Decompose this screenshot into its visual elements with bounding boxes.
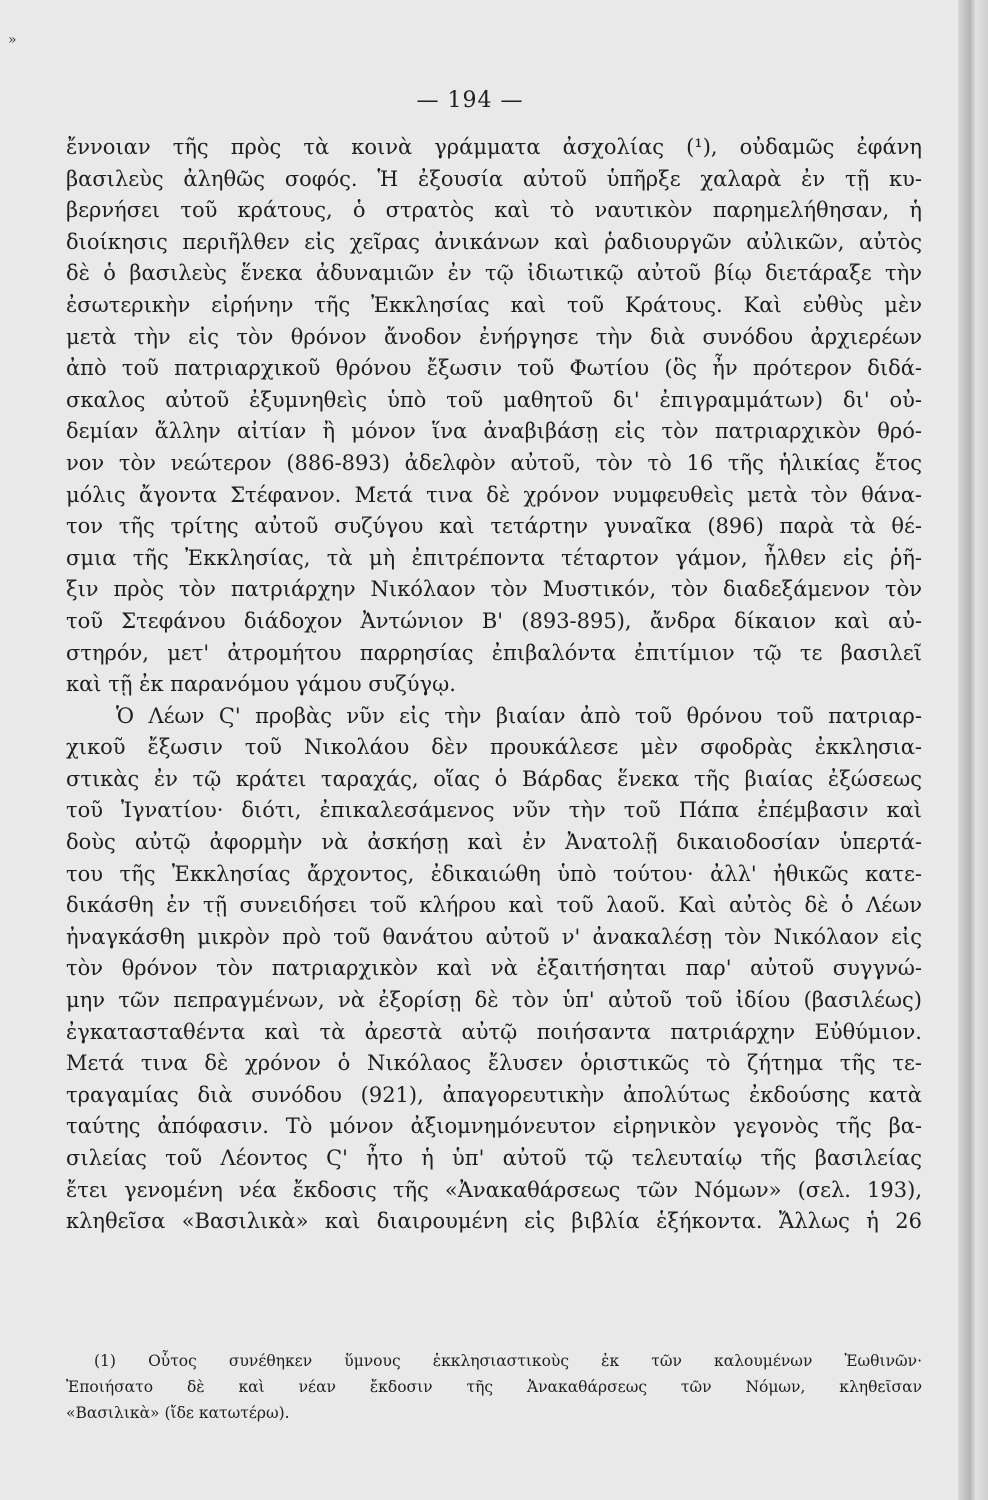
text-line: Μετά τινα δὲ χρόνον ὁ Νικόλαος ἔλυσεν ὁριστικῶς τὸ ζήτημα τῆς τε- [66, 1051, 922, 1076]
text-line: μόλις ἄγοντα Στέφανον. Μετά τινα δὲ χρόνον νυμφευθεὶς μετὰ τὸν θάνα- [66, 482, 922, 507]
footnote-line: Ἐποιήσατο δὲ καὶ νέαν ἔκδοσιν τῆς Ἀνακαθάρσεως τῶν Νόμων, κληθεῖσαν [66, 1378, 922, 1396]
text-line: τραγαμίας διὰ συνόδου (921), ἀπαγορευτικὴν ἀπολύτως ἐκδούσης κατὰ [66, 1082, 922, 1107]
text-line: ἠναγκάσθη μικρὸν πρὸ τοῦ θανάτου αὐτοῦ ν' ἀνακαλέσῃ τὸν Νικόλαον εἰς [66, 924, 922, 949]
text-line: μην τῶν πεπραγμένων, νὰ ἐξορίσῃ δὲ τὸν ὑπ' αὐτοῦ τοῦ ἰδίου (βασιλέως) [66, 988, 922, 1013]
text-line: νον τὸν νεώτερον (886-893) ἀδελφὸν αὐτοῦ, τὸν τὸ 16 τῆς ἡλικίας ἔτος [66, 450, 922, 475]
text-line: ἔννοιαν τῆς πρὸς τὰ κοινὰ γράμματα ἀσχολίας (¹), οὐδαμῶς ἐφάνη [66, 135, 922, 159]
text-line: ἔτει γενομένη νέα ἔκδοσις τῆς «Ἀνακαθάρσεως τῶν Νόμων» (σελ. 193), [66, 1177, 922, 1202]
text-line: βερνήσει τοῦ κράτους, ὁ στρατὸς καὶ τὸ ναυτικὸν παρημελήθησαν, ἡ [66, 198, 922, 223]
text-line: σκαλος αὐτοῦ ἐξυμνηθεὶς ὑπὸ τοῦ μαθητοῦ δι' ἐπιγραμμάτων) δι' οὐ- [66, 387, 922, 412]
edge-mark: » [8, 32, 17, 48]
paragraph-end-line: καὶ τῇ ἐκ παρανόμου γάμου συζύγῳ. [66, 672, 456, 697]
text-line: τὸν θρόνον τὸν πατριαρχικὸν καὶ νὰ ἐξαιτήσηται παρ' αὐτοῦ συγγνώ- [66, 956, 922, 981]
text-line: δικάσθη ἐν τῇ συνειδήσει τοῦ κλήρου καὶ τοῦ λαοῦ. Καὶ αὐτὸς δὲ ὁ Λέων [66, 893, 922, 918]
footnotes [66, 1348, 922, 1426]
text-line: ταύτης ἀπόφασιν. Τὸ μόνον ἀξιομνημόνευτον εἰρηνικὸν γεγονὸς τῆς βα- [66, 1114, 922, 1139]
text-line: διοίκησις περιῆλθεν εἰς χεῖρας ἀνικάνων καὶ ῥαδιουργῶν αὐλικῶν, αὐτὸς [66, 229, 922, 254]
text-line: βασιλεὺς ἀληθῶς σοφός. Ἡ ἐξουσία αὐτοῦ ὑπῆρξε χαλαρὰ ἐν τῇ κυ- [66, 166, 922, 191]
text-line: κληθεῖσα «Βασιλικὰ» καὶ διαιρουμένη εἰς βιβλία ἑξήκοντα. Ἄλλως ἡ 26 [66, 1209, 922, 1234]
text-line: ἐσωτερικὴν εἰρήνην τῆς Ἐκκλησίας καὶ τοῦ Κράτους. Καὶ εὐθὺς μὲν [66, 292, 922, 317]
text-line: σιλείας τοῦ Λέοντος Ϛ' ἦτο ἡ ὑπ' αὐτοῦ τῷ τελευταίῳ τῆς βασιλείας [66, 1146, 922, 1170]
text-line: τον τῆς τρίτης αὐτοῦ συζύγου καὶ τετάρτην γυναῖκα (896) παρὰ τὰ θέ- [66, 514, 922, 539]
text-line: δοὺς αὐτῷ ἀφορμὴν νὰ ἀσκήσῃ καὶ ἐν Ἀνατολῇ δικαιοδοσίαν ὑπερτά- [66, 830, 922, 855]
text-line: σμια τῆς Ἐκκλησίας, τὰ μὴ ἐπιτρέποντα τέταρτον γάμον, ἦλθεν εἰς ῥῆ- [66, 545, 922, 570]
text-line: ξιν πρὸς τὸν πατριάρχην Νικόλαον τὸν Μυστικόν, τὸν διαδεξάμενον τὸν [66, 577, 922, 602]
text-line: του τῆς Ἐκκλησίας ἄρχοντος, ἐδικαιώθη ὑπὸ τούτου· ἀλλ' ἠθικῶς κατε- [66, 861, 922, 886]
text-line: τοῦ Στεφάνου διάδοχον Ἀντώνιον Β' (893-895), ἄνδρα δίκαιον καὶ αὐ- [66, 608, 922, 633]
text-line: τοῦ Ἰγνατίου· διότι, ἐπικαλεσάμενος νῦν τὴν τοῦ Πάπα ἐπέμβασιν καὶ [66, 798, 922, 823]
body-text [66, 132, 922, 1238]
text-line: δεμίαν ἄλλην αἰτίαν ἢ μόνον ἵνα ἀναβιβάσῃ εἰς τὸν πατριαρχικὸν θρό- [66, 419, 922, 444]
scan-edge [958, 0, 988, 1500]
page-number: — 194 — [416, 88, 524, 113]
text-line: ἐγκατασταθέντα καὶ τὰ ἀρεστὰ αὐτῷ ποιήσαντα πατριάρχην Εὐθύμιον. [66, 1019, 922, 1044]
text-line: μετὰ τὴν εἰς τὸν θρόνον ἄνοδον ἐνήργησε τὴν διὰ συνόδου ἀρχιερέων [66, 324, 922, 349]
text-line: στηρόν, μετ' ἀτρομήτου παρρησίας ἐπιβαλόντα ἐπιτίμιον τῷ τε βασιλεῖ [66, 640, 922, 665]
footnote-line: «Βασιλικὰ» (ἴδε κατωτέρω). [66, 1404, 290, 1422]
text-line: ἀπὸ τοῦ πατριαρχικοῦ θρόνου ἔξωσιν τοῦ Φωτίου (ὃς ἦν πρότερον διδά- [66, 356, 922, 381]
text-line: στικὰς ἐν τῷ κράτει ταραχάς, οἵας ὁ Βάρδας ἕνεκα τῆς βιαίας ἐξώσεως [66, 766, 922, 791]
footnote-line: (1) Οὗτος συνέθηκεν ὕμνους ἐκκλησιαστικοὺς ἐκ τῶν καλουμένων Ἑωθινῶν· [94, 1352, 922, 1370]
text-line: χικοῦ ἔξωσιν τοῦ Νικολάου δὲν προυκάλεσε μὲν σφοδρὰς ἐκκλησια- [66, 735, 922, 760]
paragraph-start-line: Ὁ Λέων Ϛ' προβὰς νῦν εἰς τὴν βιαίαν ἀπὸ τοῦ θρόνου τοῦ πατριαρ- [116, 703, 922, 728]
text-line: δὲ ὁ βασιλεὺς ἕνεκα ἀδυναμιῶν ἐν τῷ ἰδιωτικῷ αὐτοῦ βίῳ διετάραξε τὴν [66, 261, 922, 286]
